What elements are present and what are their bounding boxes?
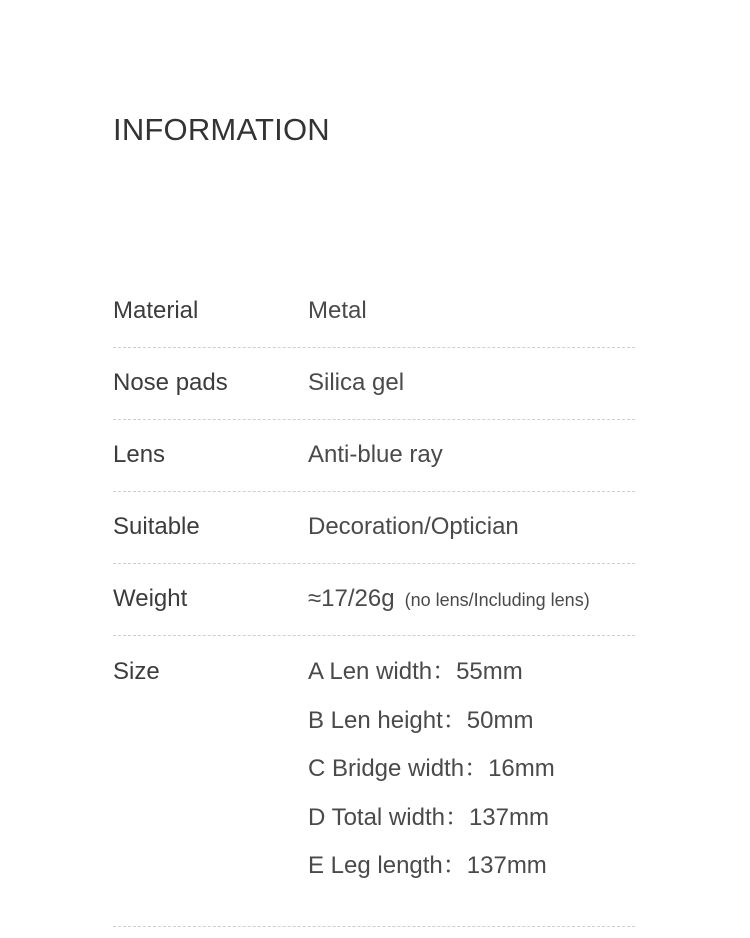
spec-value: Silica gel bbox=[308, 369, 405, 396]
spec-label: Lens bbox=[113, 441, 166, 468]
spec-row-weight bbox=[113, 564, 635, 636]
spec-row-lens bbox=[113, 420, 635, 492]
spec-row-suitable bbox=[113, 492, 635, 564]
spec-row-material bbox=[113, 276, 635, 348]
size-list bbox=[308, 658, 555, 901]
weight-note: (no lens/Including lens) bbox=[404, 590, 590, 610]
spec-table bbox=[113, 276, 635, 927]
size-item: E Leg length：137mm bbox=[308, 852, 547, 879]
spec-value-weight bbox=[308, 585, 590, 613]
spec-label: Size bbox=[113, 658, 160, 685]
spec-row-nose-pads bbox=[113, 348, 635, 420]
size-item: B Len height：50mm bbox=[308, 706, 534, 734]
spec-row-size bbox=[113, 636, 635, 927]
spec-label: Material bbox=[113, 297, 199, 324]
size-item: A Len width：55mm bbox=[308, 658, 523, 685]
spec-value: Metal bbox=[308, 297, 367, 324]
spec-value: Decoration/Optician bbox=[308, 513, 519, 540]
size-item: D Total width：137mm bbox=[308, 803, 549, 831]
weight-value: ≈17/26g bbox=[308, 585, 395, 612]
page-title: INFORMATION bbox=[113, 112, 330, 147]
spec-label: Weight bbox=[113, 585, 188, 612]
size-item: C Bridge width：16mm bbox=[308, 755, 555, 782]
spec-label: Nose pads bbox=[113, 369, 228, 396]
spec-value: Anti-blue ray bbox=[308, 441, 443, 468]
spec-label: Suitable bbox=[113, 513, 200, 540]
